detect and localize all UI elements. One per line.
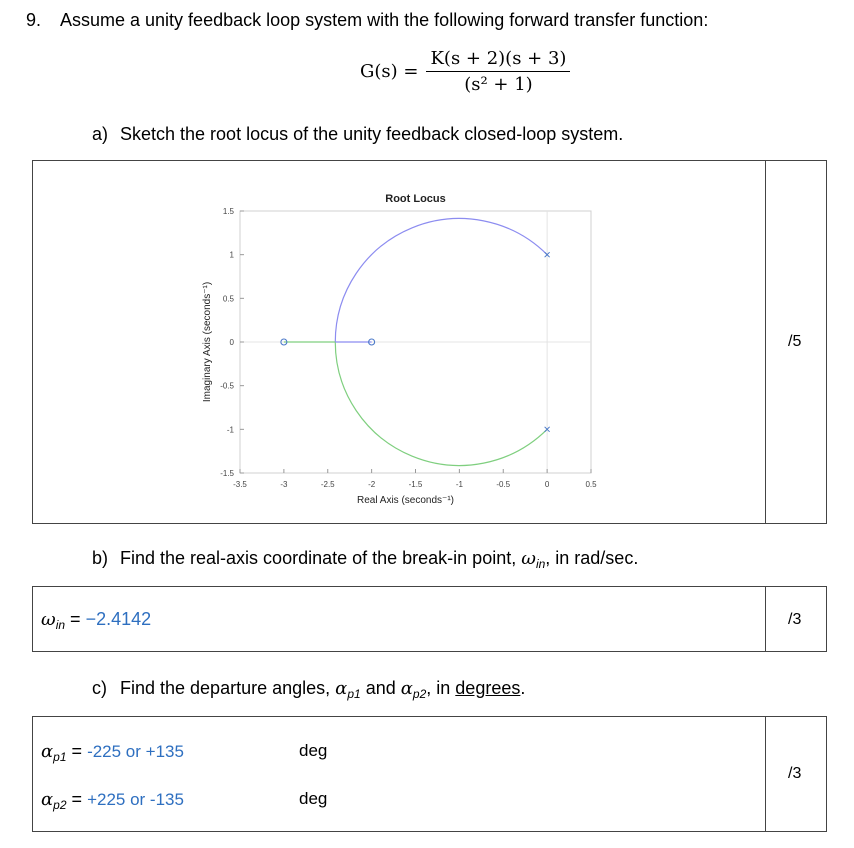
formula-numerator: K(s + 2)(s + 3) — [426, 48, 570, 72]
question-text — [26, 10, 708, 31]
x-axis-label: Real Axis (seconds⁻¹) — [357, 495, 454, 506]
break-in-value: −2.4142 — [85, 609, 152, 629]
alpha-p1-unit: deg — [299, 741, 328, 760]
part-b-omega-sub: in — [535, 557, 546, 571]
y-tick-label: 0.5 — [222, 294, 234, 304]
alpha1-sub: p1 — [347, 687, 361, 701]
y-tick-label: -1.5 — [220, 469, 234, 478]
alpha-p1-sub: p1 — [53, 750, 67, 764]
alpha-p1-answer-row — [41, 741, 184, 764]
part-a-score: /5 — [788, 333, 802, 350]
alpha2-symbol: α — [400, 678, 413, 699]
part-c-text-pre: Find the departure angles, — [120, 678, 331, 698]
answer-equals: = — [70, 609, 81, 629]
part-c-text-end: . — [520, 678, 526, 698]
alpha-p1-symbol: α — [41, 741, 54, 762]
alpha2-sub: p2 — [412, 687, 427, 701]
alpha-p2-sub: p2 — [53, 798, 67, 812]
part-c-score-box — [765, 716, 827, 832]
alpha-p1-value: -225 or +135 — [87, 742, 184, 761]
part-c-score: /3 — [788, 765, 802, 782]
part-a-letter: a) — [92, 124, 109, 144]
y-tick-label: 0 — [229, 338, 234, 347]
y-tick-label: 1 — [229, 250, 234, 260]
question-number: 9. — [26, 10, 42, 30]
alpha-p2-equals: = — [71, 789, 83, 809]
x-tick-label: -1 — [455, 480, 463, 489]
part-c-letter: c) — [92, 678, 107, 698]
part-c-text-mid: , in — [426, 678, 451, 698]
answer-omega-symbol: ω — [41, 609, 56, 630]
part-b-answer-box — [32, 586, 766, 652]
x-tick-label: -1.5 — [408, 480, 423, 489]
part-a-text: Sketch the root locus of the unity feedback closed-loop system. — [120, 124, 624, 144]
part-b-score-box — [765, 586, 827, 652]
part-b-letter: b) — [92, 548, 109, 568]
alpha-p2-value: +225 or -135 — [87, 790, 184, 809]
formula-lhs: G(s) = — [360, 61, 419, 82]
part-b-answer — [41, 609, 151, 632]
alpha-p2-symbol: α — [41, 789, 54, 810]
part-b-score: /3 — [788, 611, 802, 628]
part-c-and: and — [365, 678, 396, 698]
x-tick-label: -2.5 — [320, 480, 335, 489]
answer-omega-sub: in — [55, 618, 66, 632]
question-statement: Assume a unity feedback loop system with the following forward transfer function: — [60, 10, 709, 30]
part-c-prompt — [92, 678, 525, 701]
transfer-function-formula — [360, 48, 570, 95]
part-a-answer-box — [32, 160, 766, 524]
part-a-score-box — [765, 160, 827, 524]
part-b-text-pre: Find the real-axis coordinate of the break-in point, — [120, 548, 517, 568]
part-b-prompt — [92, 548, 638, 571]
root-locus-chart — [33, 161, 765, 523]
y-tick-label: -0.5 — [220, 381, 234, 391]
alpha-p1-equals: = — [71, 741, 83, 761]
x-tick-label: 0 — [544, 480, 550, 489]
part-b-text-post: , in rad/sec. — [545, 548, 639, 568]
x-tick-label: -0.5 — [496, 480, 511, 489]
chart-title: Root Locus — [385, 193, 446, 205]
y-axis-label: Imaginary Axis (seconds⁻¹) — [202, 281, 213, 403]
x-tick-label: -3 — [280, 480, 288, 489]
alpha-p2-answer-row — [41, 789, 184, 812]
part-c-answer-box — [32, 716, 766, 832]
formula-fraction — [426, 48, 570, 95]
formula-denominator: (s² + 1) — [464, 74, 533, 95]
alpha1-symbol: α — [335, 678, 348, 699]
x-tick-label: -2 — [368, 480, 376, 489]
y-tick-label: -1 — [226, 425, 234, 435]
part-b-omega-symbol: ω — [521, 548, 536, 569]
part-c-underlined: degrees — [455, 678, 521, 698]
part-a-prompt — [92, 124, 623, 145]
y-tick-label: 1.5 — [222, 207, 234, 216]
x-tick-label: -3.5 — [233, 480, 247, 489]
x-tick-label: 0.5 — [585, 480, 597, 489]
alpha-p2-unit: deg — [299, 789, 328, 808]
